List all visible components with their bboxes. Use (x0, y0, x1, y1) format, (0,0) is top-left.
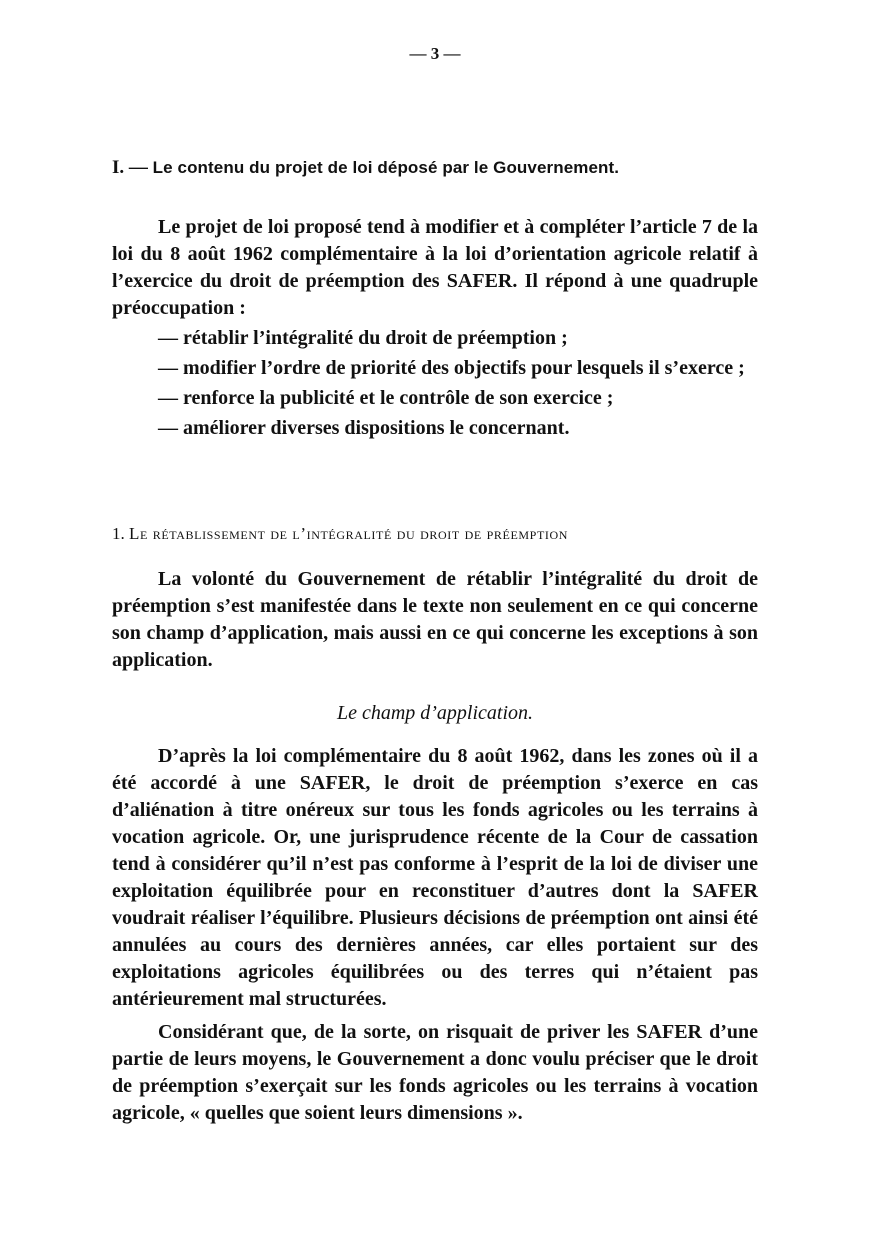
list-item: — améliorer diverses dispositions le concernant. (158, 417, 570, 439)
subsection-title: Le rétablissement de l’intégralité du droit de préemption (129, 524, 568, 543)
intro-paragraph: Le projet de loi proposé tend à modifier et à compléter l’article 7 de la loi du 8 août 1962 complémentaire à la loi d’orientation agricole relatif à l’exercice du droit de préemption des SAFER. Il répond à une quadruple préoccupation : (112, 216, 758, 319)
section-heading (112, 157, 758, 179)
section-number: I. — (112, 157, 148, 178)
list-item: — modifier l’ordre de priorité des objectifs pour lesquels il s’exerce ; (158, 357, 745, 379)
subsection-paragraph: La volonté du Gouvernement de rétablir l’intégralité du droit de préemption s’est manifestée dans le texte non seulement en ce qui concerne son champ d’application, mais aussi en ce qui concerne les exceptions à son application. (112, 568, 758, 671)
champ-heading: Le champ d’application. (336, 702, 534, 724)
subsection-heading (112, 524, 758, 544)
champ-paragraph: Considérant que, de la sorte, on risquait de priver les SAFER d’une partie de leurs moyens, le Gouvernement a donc voulu préciser que le droit de préemption s’exerçait sur les fonds agricoles ou les terrains à vocation agricole, « quelles que soient leurs dimensions ». (112, 1021, 758, 1124)
subsection-block (112, 566, 758, 674)
list-item: — renforce la publicité et le contrôle de son exercice ; (158, 387, 614, 409)
champ-block (112, 743, 758, 1127)
intro-block (112, 214, 758, 442)
champ-paragraph: D’après la loi complémentaire du 8 août 1962, dans les zones où il a été accordé à une SAFER, le droit de préemption s’exerce en cas d’aliénation à titre onéreux sur tous les fonds agricoles ou les terrains à vocation agricole. Or, une jurisprudence récente de la Cour de cassation tend à considérer qu’il n’est pas conforme à l’esprit de la loi de diviser une exploitation équilibrée pour en reconstituer d’autres dont la SAFER voudrait réaliser l’équilibre. Plusieurs décisions de préemption ont ainsi été annulées au cours des dernières années, car elles portaient sur des exploitations agricoles équilibrées ou des terres qui n’étaient pas antérieurement mal structurées. (112, 745, 758, 1010)
list-item: — rétablir l’intégralité du droit de préemption ; (158, 327, 568, 349)
page-number: — 3 — (409, 44, 461, 63)
subsection-number: 1. (112, 524, 125, 543)
section-title: Le contenu du projet de loi déposé par le Gouvernement. (152, 158, 620, 177)
